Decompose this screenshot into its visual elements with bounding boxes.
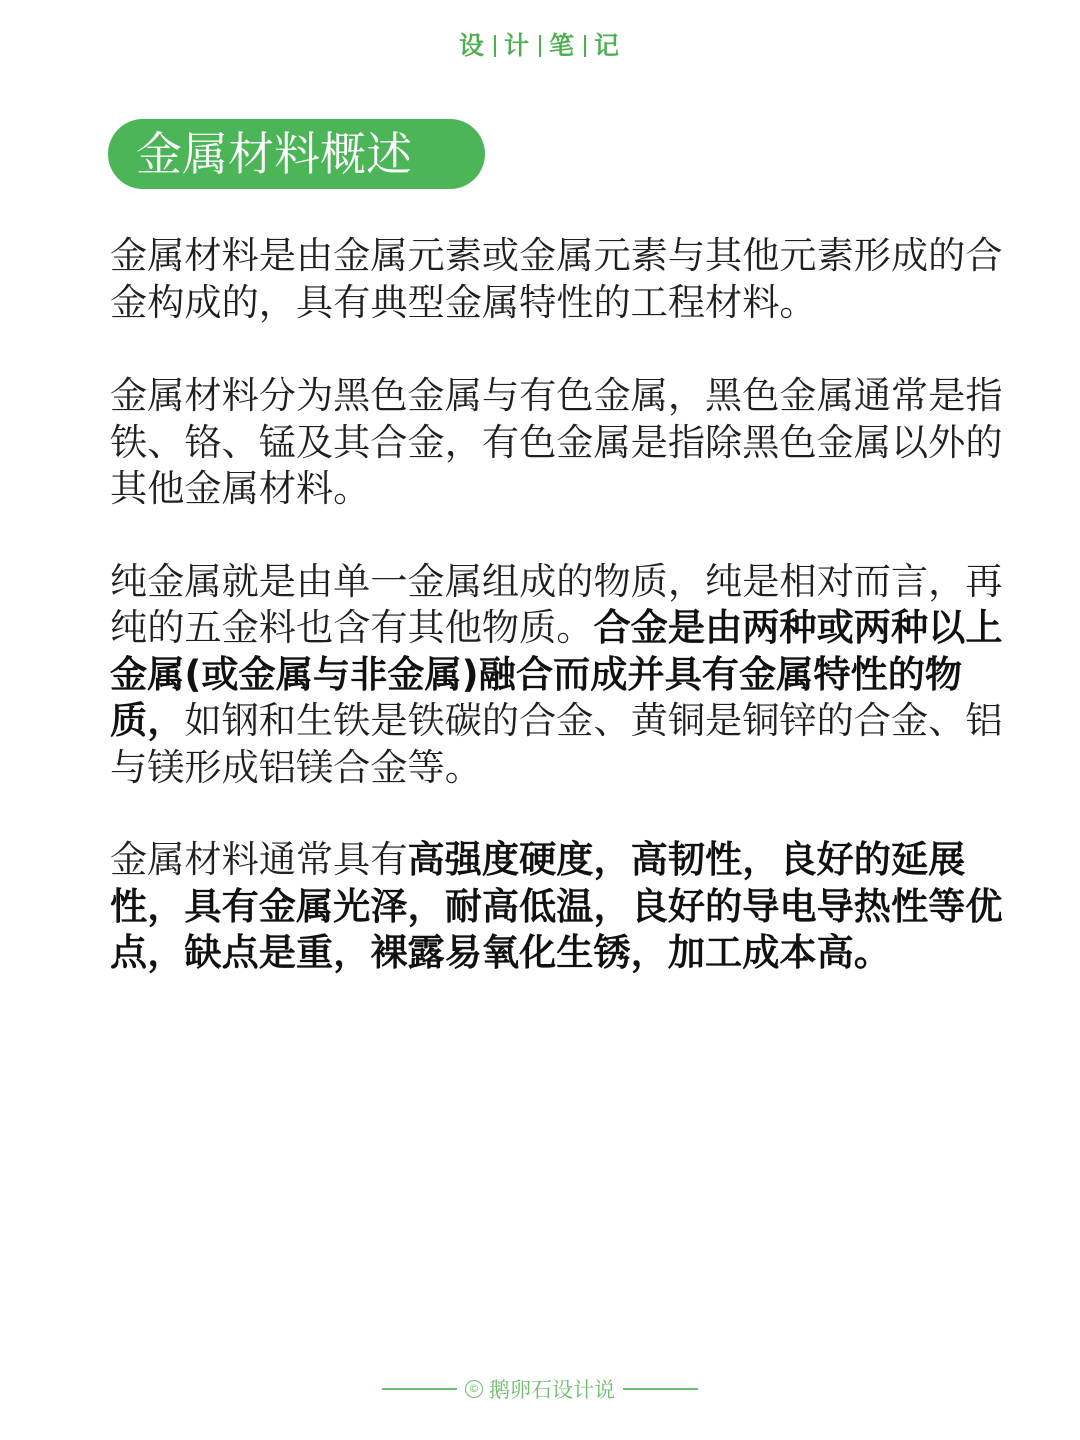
footer-text: 鹅卵石设计说	[489, 1378, 615, 1402]
footer-watermark	[0, 1374, 1080, 1404]
paragraph-text: 纯金属就是由单一金属组成的物质，纯是相对而言，再纯的五金料也含有其他物质。	[110, 558, 1003, 649]
footer-line-left	[382, 1388, 457, 1390]
header-separator	[584, 35, 586, 57]
header-label	[0, 26, 1080, 62]
paragraph-emphasis: 合金是由两种或两种以上金属(或金属与非金属)融合而成并具有金属特性的物质，	[110, 605, 1003, 742]
paragraph-text: 金属材料通常具有	[110, 837, 408, 881]
header-separator	[539, 35, 541, 57]
header-char-4: 记	[594, 31, 622, 60]
paragraph-alloy	[110, 558, 1003, 791]
paragraph-classification: 金属材料分为黑色金属与有色金属，黑色金属通常是指铁、铬、锰及其合金，有色金属是指除黑色金属以外的其他金属材料。	[110, 373, 1003, 510]
paragraph-emphasis: 高强度硬度，高韧性，良好的延展性，具有金属光泽，耐高低温，良好的导电导热性等优点，缺点是重，裸露易氧化生锈，加工成本高。	[110, 837, 1003, 974]
header-char-1: 设	[458, 31, 486, 60]
header-char-3: 笔	[549, 31, 577, 60]
header-char-2: 计	[503, 31, 531, 60]
paragraph-definition: 金属材料是由金属元素或金属元素与其他元素形成的合金构成的，具有典型金属特性的工程材料。	[110, 233, 1003, 324]
page-title: 金属材料概述	[108, 119, 485, 189]
paragraph-properties	[110, 836, 1003, 976]
article-body	[110, 232, 1003, 1023]
header-separator	[494, 35, 496, 57]
footer-line-right	[623, 1388, 698, 1390]
copyright-icon: ©	[465, 1380, 483, 1398]
paragraph-text: 如钢和生铁是铁碳的合金、黄铜是铜锌的合金、铝与镁形成铝镁合金等。	[110, 698, 1003, 789]
